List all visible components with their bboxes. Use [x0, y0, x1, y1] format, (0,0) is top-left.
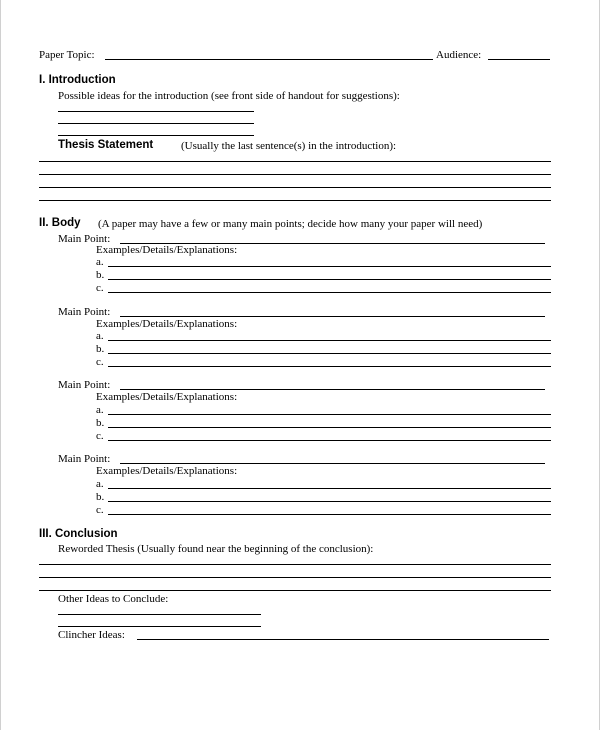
- item-label-a: a.: [96, 404, 104, 416]
- clincher-ideas-label: Clincher Ideas:: [58, 629, 125, 641]
- main-point-label: Main Point:: [58, 379, 111, 391]
- other-ideas-line-1[interactable]: [58, 614, 261, 615]
- item-label-a: a.: [96, 330, 104, 342]
- main-point-label: Main Point:: [58, 306, 111, 318]
- examples-label: Examples/Details/Explanations:: [96, 465, 238, 477]
- item-line-b[interactable]: [108, 353, 551, 354]
- introduction-heading: I. Introduction: [39, 74, 116, 86]
- examples-label: Examples/Details/Explanations:: [96, 244, 238, 256]
- reworded-thesis-label: Reworded Thesis (Usually found near the beginning of the conclusion):: [58, 543, 374, 555]
- body-heading: II. Body: [39, 217, 81, 229]
- item-line-a[interactable]: [108, 414, 551, 415]
- item-line-c[interactable]: [108, 366, 551, 367]
- item-label-c: c.: [96, 282, 104, 294]
- main-point-label: Main Point:: [58, 233, 111, 245]
- paper-topic-line[interactable]: [105, 59, 433, 60]
- intro-idea-line-1[interactable]: [58, 111, 254, 112]
- item-label-a: a.: [96, 478, 104, 490]
- item-label-b: b.: [96, 343, 105, 355]
- other-ideas-label: Other Ideas to Conclude:: [58, 593, 169, 605]
- item-label-a: a.: [96, 256, 104, 268]
- item-line-a[interactable]: [108, 340, 551, 341]
- thesis-line-2[interactable]: [39, 174, 551, 175]
- examples-label: Examples/Details/Explanations:: [96, 391, 238, 403]
- body-note: (A paper may have a few or many main points; decide how many your paper will need): [98, 218, 483, 230]
- intro-idea-line-3[interactable]: [58, 135, 254, 136]
- intro-idea-line-2[interactable]: [58, 123, 254, 124]
- main-point-line[interactable]: [120, 389, 545, 390]
- main-point-label: Main Point:: [58, 453, 111, 465]
- examples-label: Examples/Details/Explanations:: [96, 318, 238, 330]
- audience-label: Audience:: [436, 49, 482, 61]
- main-point-line[interactable]: [120, 316, 545, 317]
- item-line-c[interactable]: [108, 514, 551, 515]
- item-line-c[interactable]: [108, 440, 551, 441]
- item-label-c: c.: [96, 356, 104, 368]
- thesis-statement-note: (Usually the last sentence(s) in the introduction):: [181, 140, 397, 152]
- item-line-a[interactable]: [108, 488, 551, 489]
- item-line-b[interactable]: [108, 501, 551, 502]
- item-label-b: b.: [96, 269, 105, 281]
- clincher-ideas-line[interactable]: [137, 639, 549, 640]
- other-ideas-line-2[interactable]: [58, 626, 261, 627]
- item-label-c: c.: [96, 430, 104, 442]
- thesis-statement-heading: Thesis Statement: [58, 139, 154, 151]
- item-line-b[interactable]: [108, 279, 551, 280]
- item-line-a[interactable]: [108, 266, 551, 267]
- thesis-line-3[interactable]: [39, 187, 551, 188]
- paper-topic-label: Paper Topic:: [39, 49, 95, 61]
- item-line-c[interactable]: [108, 292, 551, 293]
- reworded-thesis-line-2[interactable]: [39, 577, 551, 578]
- reworded-thesis-line-1[interactable]: [39, 564, 551, 565]
- possible-ideas-label: Possible ideas for the introduction (see front side of handout for suggestions):: [58, 90, 400, 102]
- audience-line[interactable]: [488, 59, 550, 60]
- reworded-thesis-line-3[interactable]: [39, 590, 551, 591]
- item-label-c: c.: [96, 504, 104, 516]
- item-label-b: b.: [96, 417, 105, 429]
- item-label-b: b.: [96, 491, 105, 503]
- thesis-line-1[interactable]: [39, 161, 551, 162]
- thesis-line-4[interactable]: [39, 200, 551, 201]
- conclusion-heading: III. Conclusion: [39, 528, 118, 540]
- item-line-b[interactable]: [108, 427, 551, 428]
- main-point-line[interactable]: [120, 463, 545, 464]
